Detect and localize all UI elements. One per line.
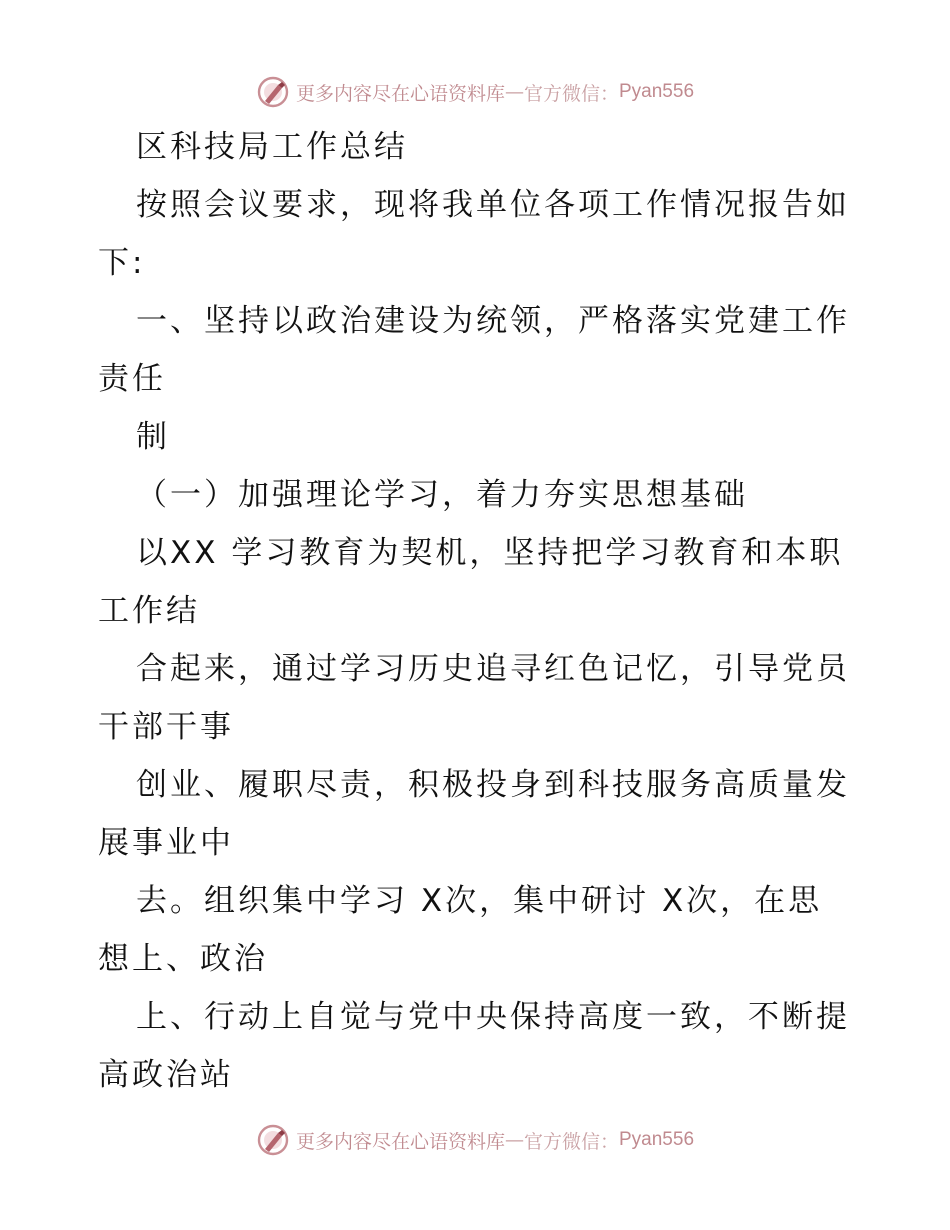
pen-logo-icon	[256, 1123, 290, 1157]
watermark-dash: —	[504, 1129, 524, 1151]
document-line: 工作结	[98, 593, 200, 629]
watermark-wechat-id: Pyan556	[619, 81, 695, 102]
watermark-brand: 更多内容尽在心语资料库	[295, 82, 505, 105]
document-line: 想上、政治	[98, 941, 268, 977]
pen-logo-icon	[256, 75, 290, 109]
document-line: （一）加强理论学习，着力夯实思想基础	[136, 477, 748, 513]
document-line: 区科技局工作总结	[136, 129, 408, 165]
document-body	[98, 118, 858, 1104]
document-line: 制	[136, 419, 170, 455]
watermark-header	[0, 70, 950, 114]
document-line: 一、坚持以政治建设为统领，严格落实党建工作	[136, 303, 850, 339]
document-line: 展事业中	[98, 825, 234, 861]
watermark-wechat-id: Pyan556	[619, 1129, 695, 1150]
document-line: 创业、履职尽责，积极投身到科技服务高质量发	[136, 767, 850, 803]
document-line: 责任	[98, 361, 166, 397]
watermark-footer	[0, 1118, 950, 1162]
document-line: 以XX 学习教育为契机，坚持把学习教育和本职	[136, 535, 844, 571]
watermark-wechat-label: 官方微信：	[523, 82, 619, 105]
document-line: 去。组织集中学习 X次，集中研讨 X次，在思	[136, 883, 823, 919]
document-line: 下:	[98, 245, 146, 281]
watermark-wechat-label: 官方微信：	[523, 1130, 619, 1153]
document-line: 干部干事	[98, 709, 234, 745]
watermark-dash: —	[504, 81, 524, 103]
document-line: 上、行动上自觉与党中央保持高度一致，不断提	[136, 999, 850, 1035]
document-line: 高政治站	[98, 1057, 234, 1093]
document-line: 合起来，通过学习历史追寻红色记忆，引导党员	[136, 651, 850, 687]
document-line: 按照会议要求，现将我单位各项工作情况报告如	[136, 187, 850, 223]
watermark-brand: 更多内容尽在心语资料库	[295, 1130, 505, 1153]
